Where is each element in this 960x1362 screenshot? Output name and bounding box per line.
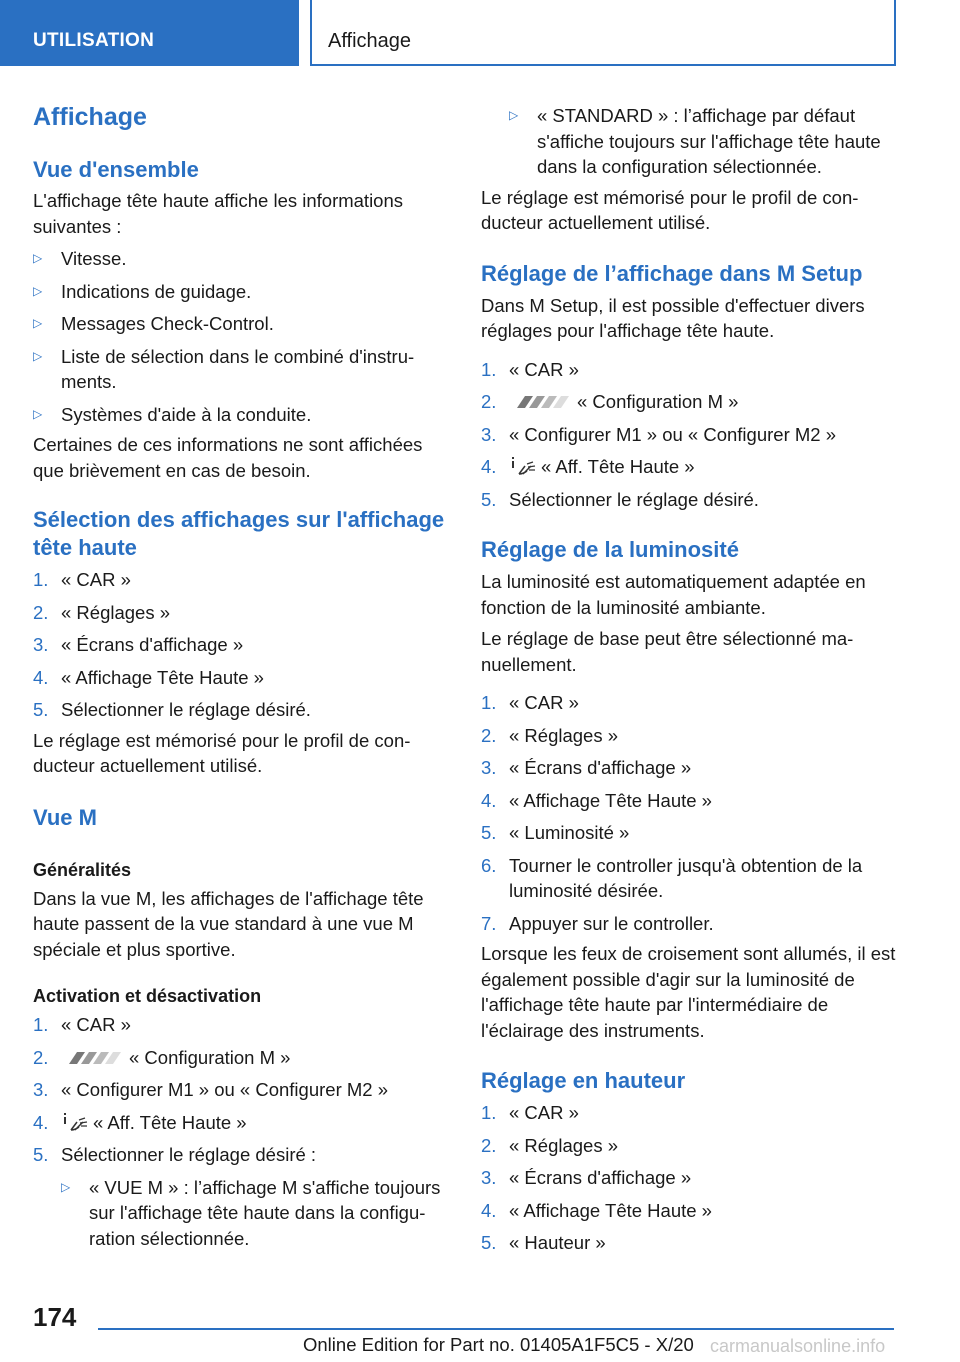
- list-item: ▷ Liste de sélection dans le combiné d'instru-ments.: [33, 344, 453, 395]
- overview-intro: L'affichage tête haute affiche les informations suivantes :: [33, 190, 404, 237]
- step-item: 7. Appuyer sur le controller.: [481, 912, 714, 934]
- general-heading: Généralités: [33, 859, 132, 880]
- overview-heading: Vue d'ensemble: [33, 157, 199, 182]
- list-item: ▷ Indications de guidage.: [33, 279, 453, 305]
- step-item: 1. « CAR »: [481, 358, 579, 380]
- step-item: 4. « Affichage Tête Haute »: [481, 1199, 712, 1221]
- left-column: [33, 100, 453, 1251]
- step-item: 2. « Réglages »: [481, 1134, 619, 1156]
- head-up-display-icon: [61, 1112, 89, 1132]
- step-item: 2. « Configuration M »: [33, 1046, 291, 1068]
- sub-list-item: ▷ « VUE M » : l’affichage M s'affiche toujours sur l'affichage tête haute dans la configu-ration sélectionnée.: [33, 1175, 453, 1252]
- bullet-icon: ▷: [33, 316, 43, 330]
- chapter-title: Affichage: [310, 0, 896, 66]
- step-item: 1. « CAR »: [481, 692, 579, 713]
- brightness-steps: [481, 690, 901, 936]
- brightness-text-1: La luminosité est automatiquement adaptée en fonction de la luminosité ambiante.: [481, 571, 866, 618]
- section-tab: UTILISATION: [0, 0, 299, 66]
- page-header: [0, 0, 960, 66]
- selection-steps: [33, 567, 453, 723]
- list-item: ▷ Systèmes d'aide à la conduite.: [33, 402, 453, 428]
- step-item: 1. « CAR »: [33, 569, 131, 590]
- step-item: 4. « Affichage Tête Haute »: [481, 789, 712, 811]
- step-item: 2. « Réglages »: [481, 724, 619, 746]
- step-item: 3. « Écrans d'affichage »: [481, 757, 692, 778]
- head-up-display-icon: [509, 456, 537, 476]
- edition-text: Online Edition for Part no. 01405A1F5C5 - X/20: [303, 1334, 694, 1355]
- step-item: 3. « Configurer M1 » ou « Configurer M2 »: [481, 423, 837, 445]
- general-text: Dans la vue M, les affichages de l'affichage tête haute passent de la vue standard à une vue M spéciale et plus sportive.: [33, 887, 424, 960]
- brightness-text-2: Le réglage de base peut être sélectionné ma-nuellement.: [481, 628, 854, 675]
- sub-list-item: ▷ « STANDARD » : l’affichage par défaut s'affiche toujours sur l'affichage tête haute dans la configuration sélectionnée.: [481, 103, 901, 180]
- m-setup-intro: Dans M Setup, il est possible d'effectuer divers réglages pour l'affichage tête haute.: [481, 294, 865, 341]
- brightness-note: Lorsque les feux de croisement sont allumés, il est également possible d'agir sur la luminosité de l'affichage tête haute par l'intermédiaire de l'éclairage des instruments.: [481, 943, 896, 1041]
- page-title: Affichage: [33, 103, 147, 131]
- profile-note: Le réglage est mémorisé pour le profil de con-ducteur actuellement utilisé.: [481, 186, 859, 233]
- page-number: 174: [33, 1302, 77, 1332]
- overview-list: [33, 246, 453, 427]
- step-item: 4. « Aff. Tête Haute »: [481, 456, 695, 477]
- bullet-icon: ▷: [33, 283, 43, 298]
- step-item: 5. « Hauteur »: [481, 1232, 606, 1253]
- m-setup-heading: Réglage de l’affichage dans M Setup: [481, 260, 863, 286]
- bullet-icon: ▷: [33, 348, 43, 363]
- step-item: 3. « Écrans d'affichage »: [33, 634, 244, 655]
- step-item: 6. Tourner le controller jusqu'à obtention de la luminosité désirée.: [481, 854, 863, 901]
- step-item: 4. « Aff. Tête Haute »: [33, 1111, 247, 1133]
- step-item: 5. Sélectionner le réglage désiré.: [481, 488, 759, 510]
- step-item: 3. « Écrans d'affichage »: [481, 1167, 692, 1188]
- overview-note: Certaines de ces informations ne sont affichées que brièvement en cas de besoin.: [33, 434, 423, 481]
- step-item: 1. « CAR »: [481, 1102, 579, 1123]
- height-steps: [481, 1100, 901, 1256]
- bullet-icon: ▷: [509, 108, 519, 122]
- step-item: 4. « Affichage Tête Haute »: [33, 666, 264, 688]
- footer-divider: [98, 1328, 894, 1330]
- step-item: 5. Sélectionner le réglage désiré :: [33, 1144, 317, 1165]
- bullet-icon: ▷: [61, 1179, 71, 1194]
- list-item: ▷ Messages Check-Control.: [33, 311, 453, 337]
- m-setup-steps: [481, 357, 901, 513]
- activation-heading: Activation et désactivation: [33, 986, 262, 1006]
- selection-heading: Sélection des affichages sur l'affichage tête haute: [33, 507, 445, 560]
- bullet-icon: ▷: [33, 251, 43, 265]
- right-column: [481, 100, 901, 1256]
- m-stripes-icon: [65, 1051, 121, 1065]
- vue-m-heading: Vue M: [33, 804, 97, 830]
- step-item: 1. « CAR »: [33, 1014, 131, 1035]
- bullet-icon: ▷: [33, 406, 43, 421]
- activation-steps: [33, 1012, 453, 1251]
- step-item: 5. « Luminosité »: [481, 822, 630, 843]
- brightness-heading: Réglage de la luminosité: [481, 537, 739, 562]
- step-item: 2. « Configuration M »: [481, 391, 739, 412]
- step-item: 3. « Configurer M1 » ou « Configurer M2 »: [33, 1079, 389, 1100]
- watermark-text: carmanualsonline.info: [710, 1336, 886, 1356]
- step-item: 5. Sélectionner le réglage désiré.: [33, 699, 311, 720]
- height-heading: Réglage en hauteur: [481, 1068, 686, 1093]
- step-item: 2. « Réglages »: [33, 601, 171, 623]
- selection-note: Le réglage est mémorisé pour le profil de con-ducteur actuellement utilisé.: [33, 729, 411, 776]
- m-stripes-icon: [513, 395, 569, 409]
- list-item: ▷ Vitesse.: [33, 246, 453, 272]
